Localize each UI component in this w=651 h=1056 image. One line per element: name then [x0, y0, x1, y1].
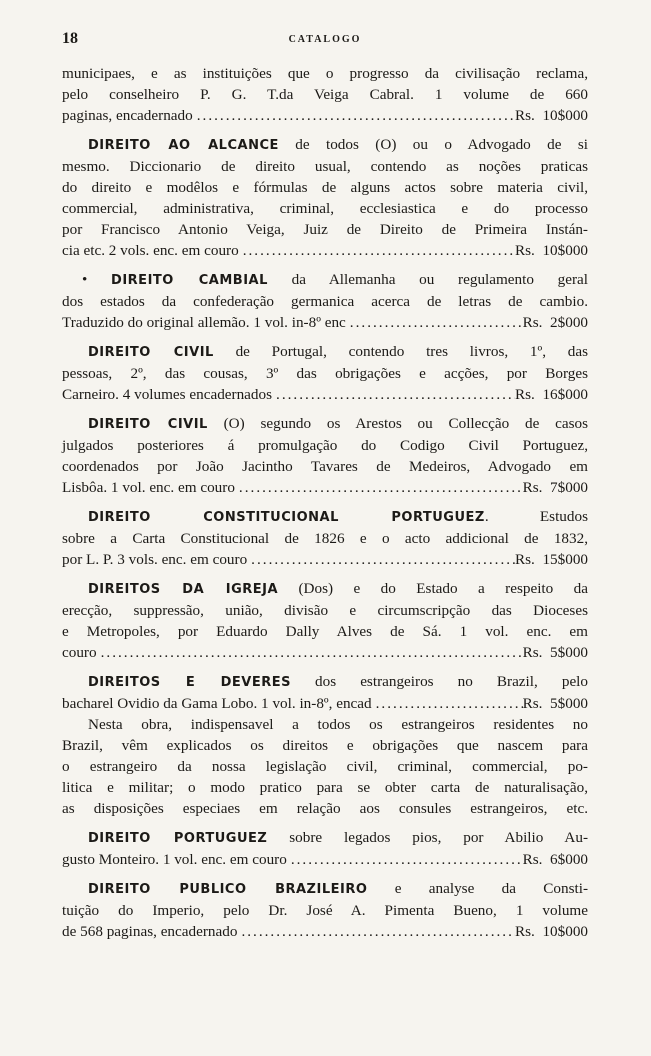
catalog-entry [62, 269, 588, 333]
entry-price-line [62, 849, 588, 870]
entry-last-line: Traduzido do original allemão. 1 vol. in-8º enc [62, 314, 346, 331]
entry-first-line: • DIREITO CAMBIAL da Allemanha ou regulamento geral [82, 271, 589, 288]
dot-leader [239, 240, 515, 261]
entry-note-line: Brazil, vêm explicados os direitos e obrigações que nascem para [62, 737, 588, 754]
dot-leader [346, 312, 523, 333]
dot-leader [97, 642, 523, 663]
entry-keyword: DIREITO CIVIL [88, 417, 208, 432]
dot-leader [193, 105, 515, 126]
entry-price-line [62, 642, 588, 663]
entry-first-line: DIREITO CIVIL (O) segundo os Arestos ou Collecção de casos [88, 415, 588, 432]
entry-price: Rs. 10$000 [515, 107, 588, 124]
entry-price-line [62, 921, 588, 942]
entry-last-line: Carneiro. 4 volumes encadernados [62, 386, 273, 403]
catalog-entry [62, 413, 588, 498]
entry-line: e Metropoles, por Eduardo Dally Alves de Sá. 1 vol. enc. em [62, 623, 588, 640]
dot-leader [247, 549, 515, 570]
catalog-body [62, 63, 588, 950]
entry-last-line: Lisbôa. 1 vol. enc. em couro [62, 479, 235, 496]
entry-line: mesmo. Diccionario de direito usual, contendo as noções praticas [62, 158, 588, 175]
entry-first-line: DIREITOS DA IGREJA (Dos) e do Estado a respeito da [88, 580, 588, 597]
entry-price-line [62, 477, 588, 498]
entry-note-line: o estrangeiro da nossa legislação civil, criminal, commercial, po- [62, 758, 588, 775]
entry-last-line: gusto Monteiro. 1 vol. enc. em couro [62, 851, 287, 868]
entry-line: sobre a Carta Constitucional de 1826 e o acto addicional de 1832, [62, 530, 588, 547]
entry-price-line [62, 240, 588, 261]
dot-leader [372, 693, 523, 714]
catalog-entry [62, 506, 588, 570]
entry-price: Rs. 7$000 [522, 479, 588, 496]
page-header [62, 30, 588, 54]
dot-leader [287, 849, 523, 870]
entry-line: coordenados por João Jacintho Tavares de Medeiros, Advogado em [62, 458, 588, 475]
entry-price: Rs. 10$000 [515, 923, 588, 940]
entry-first-line: DIREITO AO ALCANCE de todos (O) ou o Advogado de si [88, 136, 588, 153]
catalog-entry [62, 827, 588, 870]
entry-line: tuição do Imperio, pelo Dr. José A. Pimenta Bueno, 1 volume [62, 902, 588, 919]
entry-first-line: DIREITO CONSTITUCIONAL PORTUGUEZ. Estudos [88, 508, 588, 525]
entry-line: pelo conselheiro P. G. T.da Veiga Cabral. 1 volume de 660 [62, 86, 588, 103]
entry-note-line: as disposições especiaes em relação aos consules estrangeiros, etc. [62, 800, 588, 817]
entry-last-line: bacharel Ovidio da Gama Lobo. 1 vol. in-8º, encad [62, 695, 372, 712]
entry-line: julgados posteriores á promulgação do Codigo Civil Portuguez, [62, 437, 588, 454]
entry-note-line: litica e militar; o modo pratico para se obter carta de naturalisação, [62, 779, 588, 796]
entry-price-line [62, 549, 588, 570]
entry-line: pessoas, 2º, das cousas, 3º das obrigações e acções, por Borges [62, 365, 588, 382]
dot-leader [272, 384, 515, 405]
entry-first-line: DIREITO PUBLICO BRAZILEIRO e analyse da Consti- [88, 880, 589, 897]
entry-price: Rs. 6$000 [522, 851, 588, 868]
entry-price: Rs. 2$000 [522, 314, 588, 331]
entry-line: do direito e modêlos e fórmulas de alguns actos sobre materia civil, [62, 179, 588, 196]
entry-note-line: Nesta obra, indispensavel a todos os estrangeiros residentes no [88, 716, 588, 733]
entry-keyword: DIREITO PORTUGUEZ [88, 831, 268, 846]
entry-price: Rs. 10$000 [515, 242, 588, 259]
dot-leader [235, 477, 523, 498]
entry-keyword: DIREITOS DA IGREJA [88, 582, 279, 597]
entry-last-line: de 568 paginas, encadernado [62, 923, 238, 940]
entry-price-line [62, 105, 588, 126]
catalog-entry [62, 578, 588, 663]
entry-first-line: DIREITOS E DEVERES dos estrangeiros no Brazil, pelo [88, 673, 588, 690]
running-head: CATALOGO [288, 34, 362, 45]
entry-keyword: DIREITO CIVIL [88, 345, 214, 360]
entry-price: Rs. 5$000 [522, 644, 588, 661]
catalog-entry [62, 671, 588, 819]
entry-line: erecção, suppressão, união, divisão e circumscripção das Dioceses [62, 602, 588, 619]
catalog-entry [62, 341, 588, 405]
entry-line: municipaes, e as instituições que o progresso da civilisação reclama, [62, 65, 588, 82]
entry-first-line: DIREITO CIVIL de Portugal, contendo tres livros, 1º, das [88, 343, 588, 360]
entry-first-line: DIREITO PORTUGUEZ sobre legados pios, por Abilio Au- [88, 829, 588, 846]
entry-price-line [62, 384, 588, 405]
entry-last-line: por L. P. 3 vols. enc. em couro [62, 551, 248, 568]
entry-price: Rs. 5$000 [522, 695, 588, 712]
entry-last-line: couro [62, 644, 97, 661]
dot-leader [237, 921, 515, 942]
entry-price-line [62, 693, 588, 714]
entry-price: Rs. 16$000 [515, 386, 588, 403]
entry-last-line: cia etc. 2 vols. enc. em couro [62, 242, 239, 259]
page-number: 18 [62, 30, 78, 47]
entry-price: Rs. 15$000 [515, 551, 588, 568]
entry-keyword: DIREITO PUBLICO BRAZILEIRO [88, 882, 368, 897]
entry-keyword: DIREITO CONSTITUCIONAL PORTUGUEZ [88, 510, 485, 525]
entry-line: por Francisco Antonio Veiga, Juiz de Direito de Primeira Instán- [62, 221, 588, 238]
entry-keyword: DIREITO AO ALCANCE [88, 138, 279, 153]
entry-last-line: paginas, encadernado [62, 107, 193, 124]
entry-line: dos estados da confederação germanica acerca de letras de cambio. [62, 293, 588, 310]
bullet-marker: • [82, 271, 88, 288]
entry-line: commercial, administrativa, criminal, ecclesiastica e do processo [62, 200, 588, 217]
entry-keyword: DIREITOS E DEVERES [88, 675, 291, 690]
entry-price-line [62, 312, 588, 333]
catalog-entry [62, 63, 588, 126]
entry-keyword: DIREITO CAMBIAL [111, 273, 268, 288]
catalog-entry [62, 878, 588, 942]
catalog-entry [62, 134, 588, 261]
